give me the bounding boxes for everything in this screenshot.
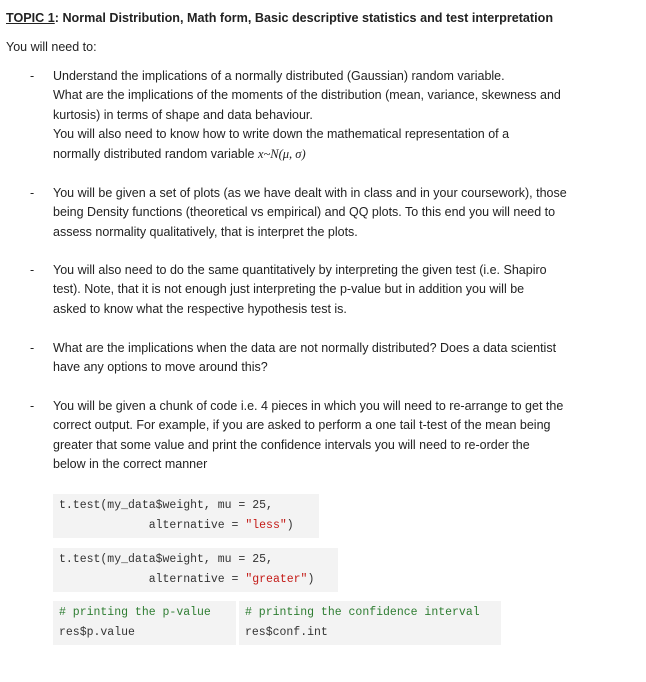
code-line: t.test(my_data$weight, mu = 25, [59,553,273,566]
text-line: You will be given a chunk of code i.e. 4 pieces in which you will need to re-arrange to get the [53,399,564,413]
bullet-dash: - [30,186,35,200]
code-line: alternative = "greater") [59,573,315,586]
text-line-start: normally distributed random variable [53,146,258,161]
text-line: greater that some value and print the confidence intervals you will need to re-order the [53,437,530,452]
bullet-dash: - [30,399,35,413]
topic-title [6,9,553,28]
list-item-text [53,261,613,319]
bullet-dash: - [30,69,35,83]
list-item-text [53,184,613,242]
code-block-ttest-less [53,494,319,538]
code-line: alternative = "less") [59,519,294,532]
code-comment: # printing the p-value [59,606,211,619]
text-line: being Density functions (theoretical vs empirical) and QQ plots. To this end you will need to [53,205,556,220]
intro-text: You will need to: [6,40,97,54]
text-line: kurtosis) in terms of shape and data behaviour. [53,107,313,122]
code-block-confint [239,601,501,645]
topic-number: TOPIC 1 [6,11,55,25]
bullet-dash: - [30,263,35,277]
text-line [53,145,613,164]
code-block-ttest-greater [53,548,338,592]
topic-title-text: : Normal Distribution, Math form, Basic descriptive statistics and test interpretation [54,11,554,25]
text-line: assess normality qualitatively, that is interpret the plots. [53,224,358,239]
text-line: Understand the implications of a normally distributed (Gaussian) random variable. [53,69,505,83]
text-line: What are the implications of the moments of the distribution (mean, variance, skewness and [53,88,561,103]
text-line: You will also need to know how to write down the mathematical representation of a [53,127,510,142]
code-line: res$conf.int [245,626,328,639]
text-line: What are the implications when the data are not normally distributed? Does a data scientist [53,341,557,355]
code-line: t.test(my_data$weight, mu = 25, [59,499,273,512]
math-formula: x~N(μ, σ) [257,146,306,161]
bullet-dash: - [30,341,35,355]
text-line: You will also need to do the same quantitatively by interpreting the given test (i.e. Shapiro [53,263,547,277]
text-line: below in the correct manner [53,457,208,472]
text-line: test). Note, that it is not enough just interpreting the p-value but in addition you will be [53,282,525,297]
code-line: res$p.value [59,626,135,639]
text-line: correct output. For example, if you are asked to perform a one tail t-test of the mean being [53,418,551,433]
code-comment: # printing the confidence interval [245,606,480,619]
list-item-text [53,397,613,475]
list-item-text [53,339,613,378]
code-block-pvalue [53,601,236,645]
list-item-text [53,67,613,164]
text-line: asked to know what the respective hypothesis test is. [53,301,347,316]
text-line: You will be given a set of plots (as we have dealt with in class and in your coursework), those [53,186,567,200]
text-line: have any options to move around this? [53,360,268,375]
